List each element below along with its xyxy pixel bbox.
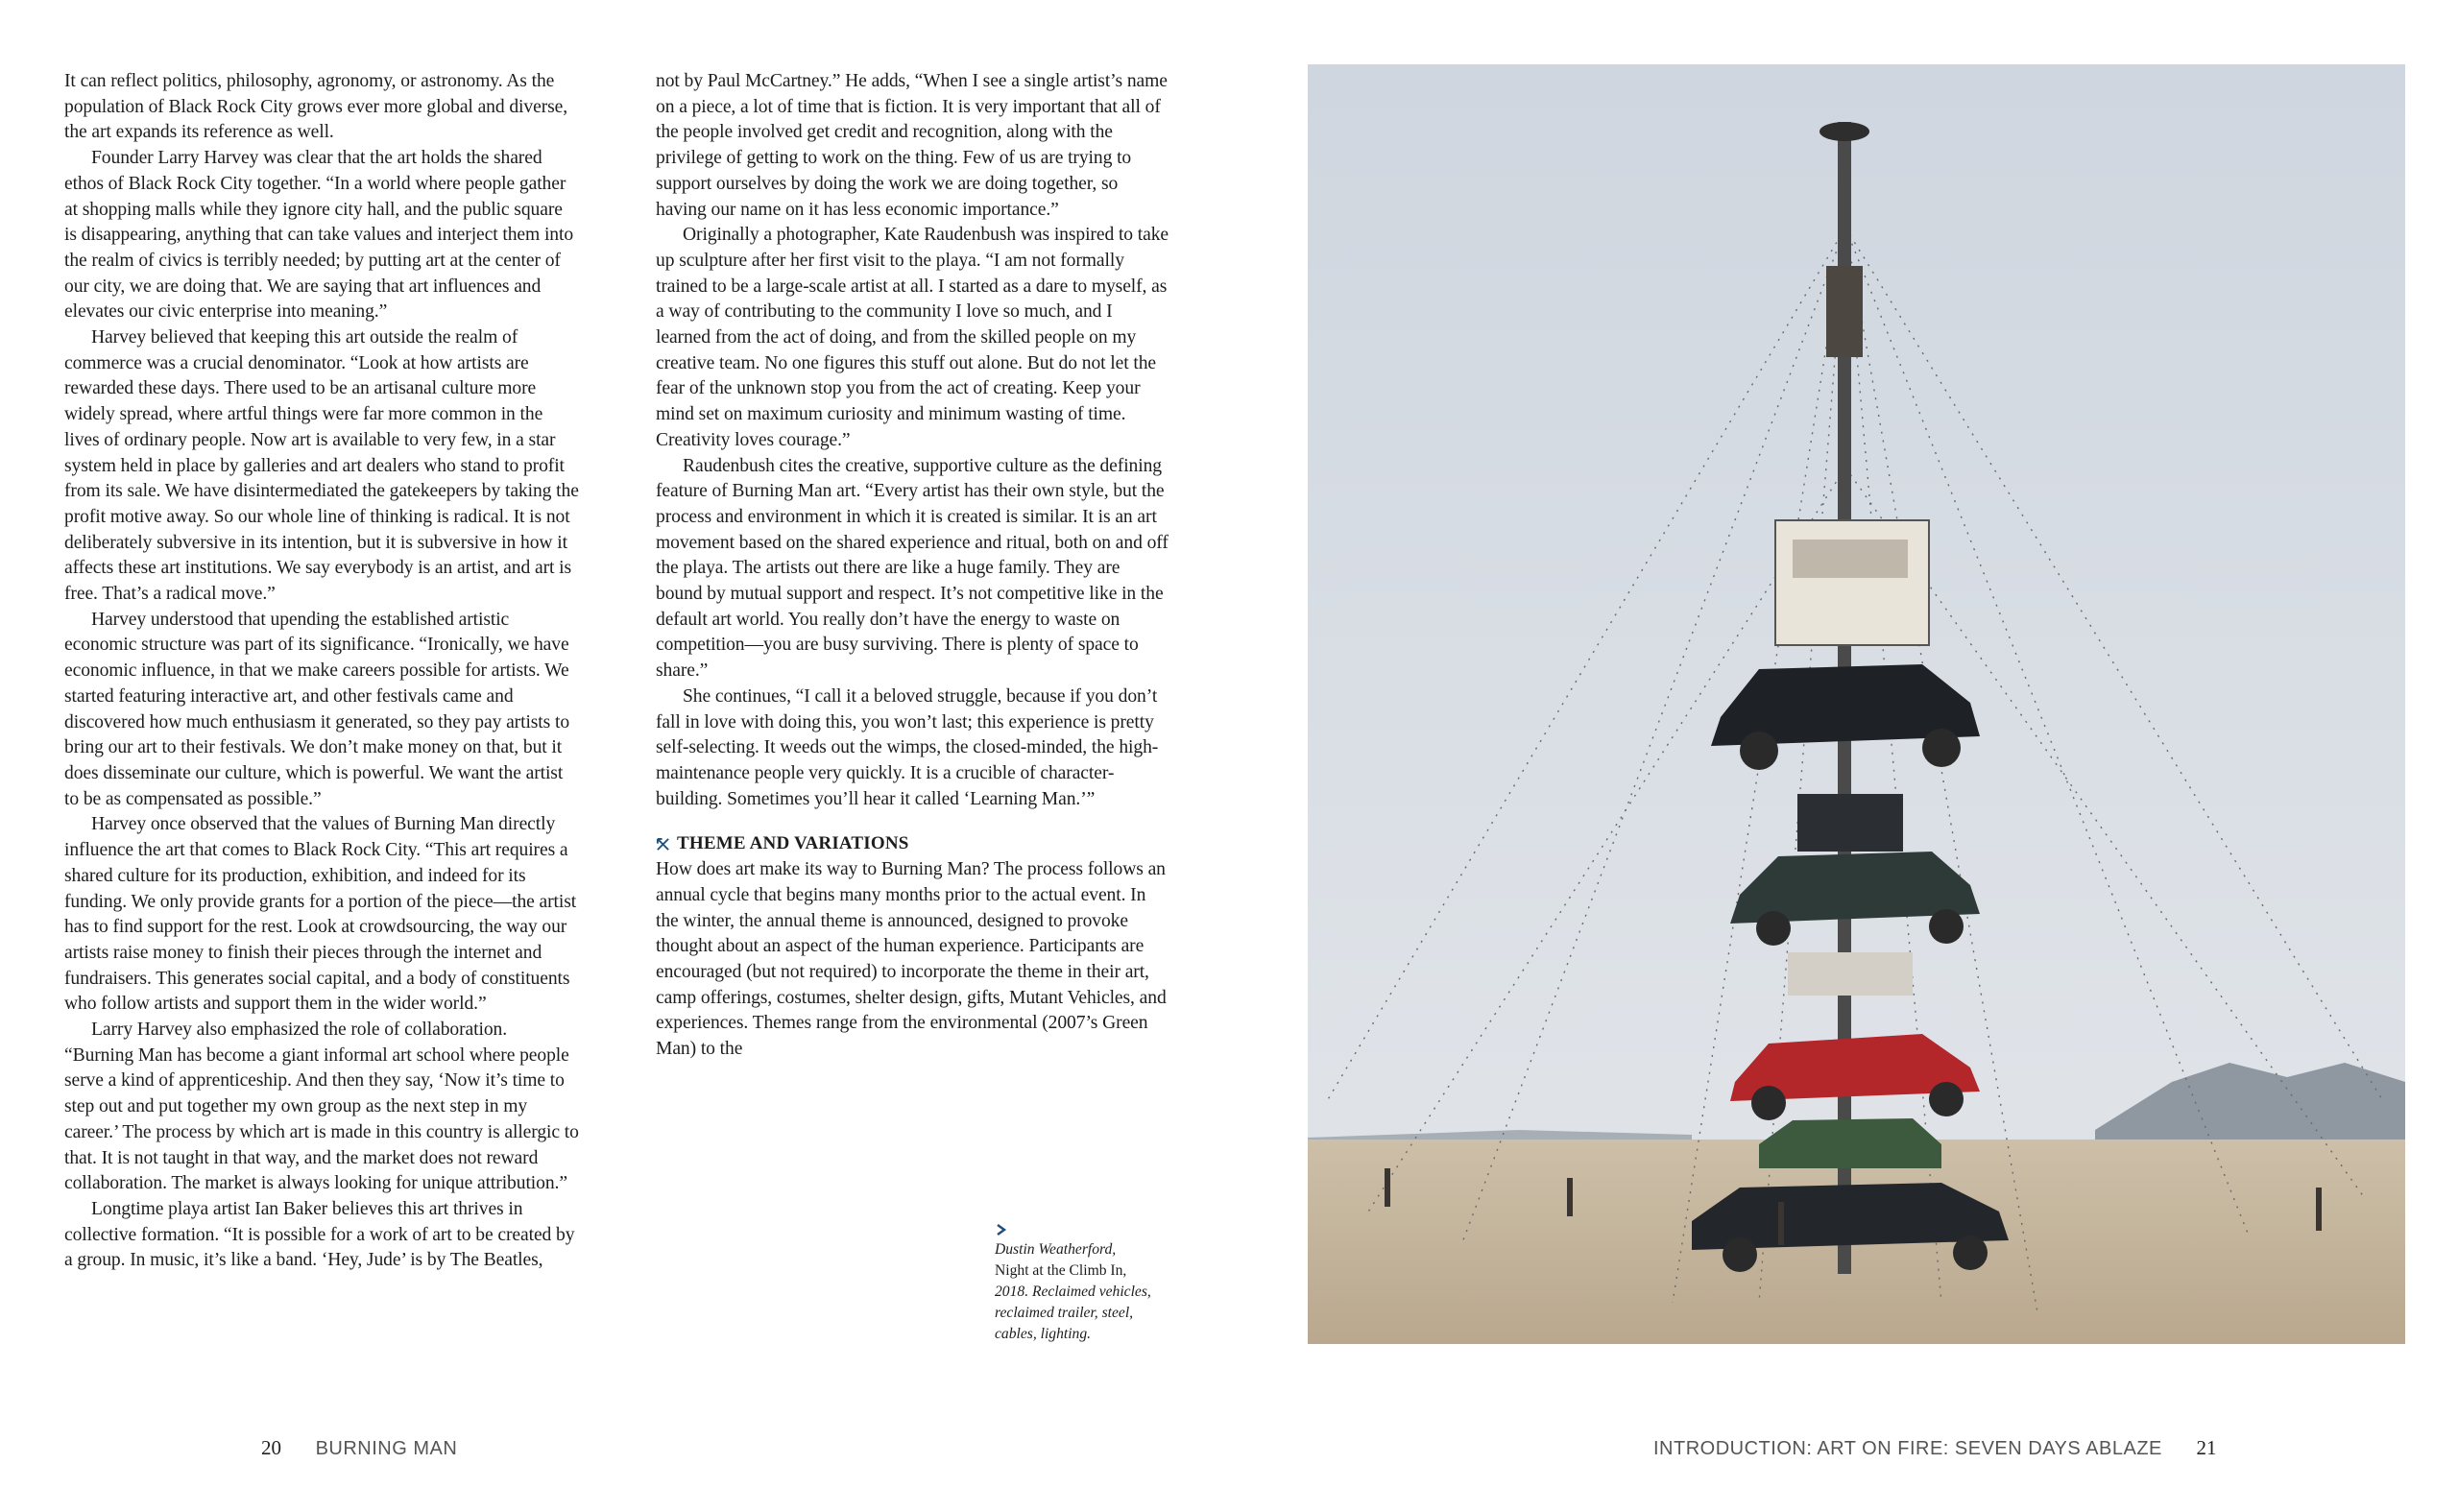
stacked-cars-sculpture-illustration: [1308, 64, 2405, 1344]
paragraph: Founder Larry Harvey was clear that the art holds the shared ethos of Black Rock City together. “In a world where people gather at shopping malls while they ignore city hall, and the public square is disappearing, anything that can take values and interject them into the realm of civics is terribly needed; by putting art at the center of our city, we are doing that. We are saying that art influences and elevates our civic enterprise into meaning.”: [64, 148, 574, 323]
chevron-right-icon: [995, 1223, 1008, 1236]
paragraph: It can reflect politics, philosophy, agronomy, or astronomy. As the population of Black Rock City grows ever more global and diverse, the art expands its reference as well.: [64, 71, 568, 143]
paragraph: Raudenbush cites the creative, supportive culture as the defining feature of Burning Man art. “Every artist has their own style, but the process and environment in which it is created is similar. It is an art movement based on the shared experience and ritual, both on and off the playa. The artists out there are like a huge family. They are bound by mutual support and respect. It’s not competitive like in the default art world. You really don’t have the energy to waste on competition—you are busy surviving. There is plenty of space to share.”: [656, 455, 1169, 682]
right-page-footer: [1653, 1436, 2216, 1460]
section-heading-text: THEME AND VARIATIONS: [677, 833, 909, 854]
caption-title: Night at the Climb In,: [995, 1262, 1127, 1279]
right-running-head: INTRODUCTION: ART ON FIRE: SEVEN DAYS ABLAZE: [1653, 1438, 2162, 1459]
paragraph: Originally a photographer, Kate Raudenbush was inspired to take up sculpture after her first visit to the playa. “I am not formally trained to be a large-scale artist at all. I started as a dare to myself, as a way of contributing to the community I love so much, and I learned from the act of doing, and from the skilled people on my creative team. No one figures this stuff out alone. But do not let the fear of the unknown stop you from the act of creating. Keep your mind set on maximum curiosity and minimum wasting of time. Creativity loves courage.”: [656, 225, 1169, 450]
caption-artist: Dustin Weatherford,: [995, 1241, 1117, 1258]
paragraph: Longtime playa artist Ian Baker believes this art thrives in collective formation. “It is possible for a work of art to be created by a group. In music, it’s like a band. ‘Hey, Jude’ is by The Beatles,: [64, 1198, 575, 1271]
right-page-number: 21: [2196, 1436, 2217, 1459]
paragraph: Harvey believed that keeping this art outside the realm of commerce was a crucial denominator. “Look at how artists are rewarded these days. There used to be an artisanal culture more widely spread, where artful things were far more common in the lives of ordinary people. Now art is available to very few, in a star system held in place by galleries and art dealers who stand to profit from its sale. We have disintermediated the gatekeepers by taking the profit motive away. So our whole line of thinking is radical. It is not deliberately subversive in its intention, but it is subversive in how it affects these art institutions. We say everybody is an artist, and art is free. That’s a radical move.”: [64, 327, 579, 605]
right-text-column: [656, 69, 1170, 1063]
paragraph: Larry Harvey also emphasized the role of collaboration. “Burning Man has become a giant informal art school where people serve a kind of apprenticeship. And then they say, ‘Now it’s time to step out and put together my own group as the next step in my career.’ The process by which art is made in this country is allergic to that. It is not taught in that way, and the market does not reward collaboration. The market is always looking for unique attribution.”: [64, 1020, 579, 1194]
paragraph: not by Paul McCartney.” He adds, “When I see a single artist’s name on a piece, a lot of time that is fiction. It is very important that all of the people involved get credit and recognition, along with the privilege of getting to work on the thing. Few of us are trying to support ourselves by doing the work we are doing together, so having our name on it has less economic importance.”: [656, 71, 1168, 220]
paragraph: Harvey understood that upending the established artistic economic structure was part of its significance. “Ironically, we have economic influence, in that we make careers possible for artists. We started featuring interactive art, and other festivals came and discovered how much enthusiasm it generated, so they pay artists to bring our art to their festivals. We don’t make money on that, but it does disseminate our culture, which is powerful. We want the artist to be as compensated as possible.”: [64, 609, 570, 809]
left-page-footer: [261, 1436, 457, 1460]
photo-caption: [995, 1223, 1168, 1345]
left-text-column: [64, 69, 579, 1274]
left-running-head: BURNING MAN: [315, 1438, 458, 1459]
section-heading: [656, 831, 1170, 857]
art-photo: [1308, 64, 2405, 1344]
cross-arrows-icon: [656, 837, 670, 852]
paragraph: She continues, “I call it a beloved struggle, because if you don’t fall in love with doing this, you won’t last; this experience is pretty self-selecting. It weeds out the wimps, the closed-minded, the high-maintenance people very quickly. It is a crucible of character-building. Sometimes you’ll hear it called ‘Learning Man.’”: [656, 685, 1159, 809]
paragraph: How does art make its way to Burning Man? The process follows an annual cycle that begins many months prior to the actual event. In the winter, the annual theme is announced, designed to provoke thought about an aspect of the human experience. Participants are encouraged (but not required) to incorporate the theme in their art, camp offerings, costumes, shelter design, gifts, Mutant Vehicles, and experiences. Themes range from the environmental (2007’s Green Man) to the: [656, 859, 1167, 1060]
paragraph: Harvey once observed that the values of Burning Man directly influence the art that comes to Black Rock City. “This art requires a shared culture for its production, exhibition, and indeed for its funding. We only provide grants for a portion of the piece—the artist has to find support for the rest. Look at crowdsourcing, the way our artists raise money to finish their pieces through the internet and fundraisers. This generates social capital, and a body of constituents who follow artists and support them in the wider world.”: [64, 814, 577, 1015]
caption-details: 2018. Reclaimed vehicles, reclaimed trailer, steel, cables, lighting.: [995, 1284, 1151, 1342]
left-page-number: 20: [261, 1436, 281, 1459]
